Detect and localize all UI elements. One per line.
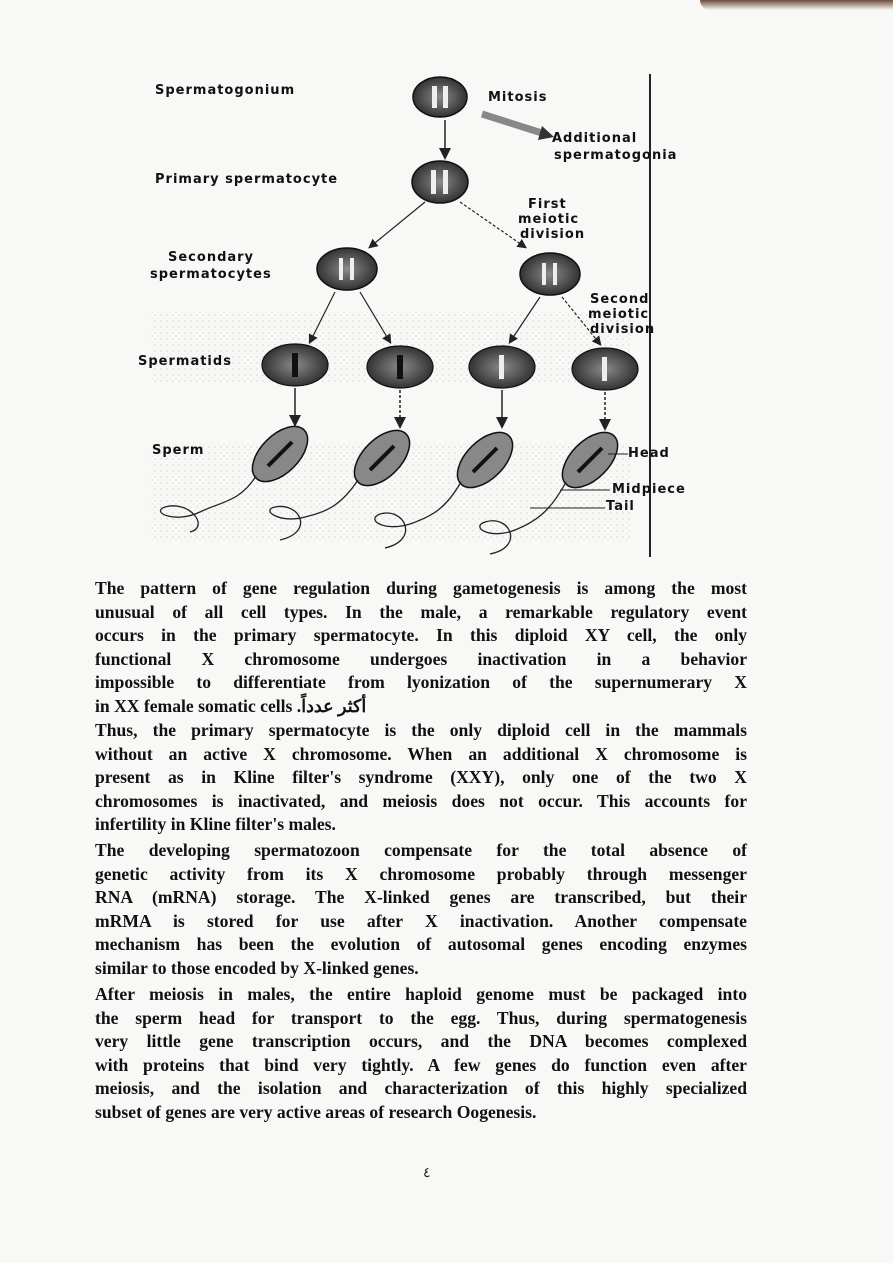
text-line: similar to those encoded by X-linked genes. — [95, 957, 419, 978]
label-spermatogonia: spermatogonia — [554, 148, 678, 163]
text-line: present as in Kline filter's syndrome (XXY), only one of the two X — [95, 767, 747, 788]
label-second-meiotic: meiotic — [588, 307, 650, 322]
chromosome-icon — [499, 355, 504, 379]
text-line: unusual of all cell types. In the male, a remarkable regulatory event — [95, 601, 747, 622]
label-first-division: division — [520, 227, 586, 242]
text-line: genetic activity from its X chromosome probably through messenger — [95, 863, 747, 884]
text-line: with proteins that bind very tightly. A few genes do function even after — [95, 1054, 747, 1075]
text-line: Thus, the primary spermatocyte is the only diploid cell in the mammals — [95, 720, 747, 740]
label-sperm: Sperm — [152, 443, 205, 458]
label-tail: Tail — [606, 499, 635, 514]
label-additional: Additional — [552, 131, 638, 146]
label-first: First — [528, 197, 567, 212]
label-head: Head — [628, 446, 670, 461]
chromosome-icon — [443, 170, 448, 194]
chromosome-icon — [431, 170, 436, 194]
text-line: infertility in Kline filter's males. — [95, 814, 336, 835]
paragraph-4 — [95, 983, 747, 1125]
chromosome-icon — [432, 86, 437, 108]
chromosome-icon — [350, 258, 354, 280]
text-line: very little gene transcription occurs, and the DNA becomes complexed — [95, 1031, 747, 1052]
arrow — [370, 202, 425, 247]
label-secondary: Secondary — [168, 250, 255, 265]
text-line: After meiosis in males, the entire haploid genome must be packaged into — [95, 984, 747, 1004]
text-line: The developing spermatozoon compensate for the total absence of — [95, 840, 747, 860]
secondary-spermatocyte-cell — [317, 248, 377, 290]
text-line: in XX female somatic cells .أكثر عدداً — [95, 695, 367, 716]
chromosome-icon — [443, 86, 448, 108]
label-spermatocytes: spermatocytes — [150, 267, 272, 282]
chromosome-icon — [553, 263, 557, 285]
text-line: mRMA is stored for use after X inactivation. Another compensate — [95, 910, 747, 931]
page-number: ٤ — [423, 1166, 431, 1181]
text-line: functional X chromosome undergoes inactivation in a behavior — [95, 648, 747, 669]
label-primary-spermatocyte: Primary spermatocyte — [155, 172, 339, 187]
paragraph-3 — [95, 839, 747, 981]
text-line: the sperm head for transport to the egg. Thus, during spermatogenesis — [95, 1007, 747, 1028]
mitosis-arrow — [482, 114, 545, 134]
text-line: mechanism has been the evolution of autosomal genes encoding enzymes — [95, 934, 747, 955]
text-line: chromosomes is inactivated, and meiosis does not occur. This accounts for — [95, 790, 747, 811]
label-first-meiotic: meiotic — [518, 212, 580, 227]
label-second: Second — [590, 292, 650, 307]
paragraph-1 — [95, 577, 747, 719]
label-spermatids: Spermatids — [138, 354, 232, 369]
scan-edge-shadow — [700, 0, 893, 10]
text-line: meiosis, and the isolation and characterization of this highly specialized — [95, 1078, 747, 1099]
text-line: subset of genes are very active areas of research Oogenesis. — [95, 1101, 537, 1122]
label-second-division: division — [590, 322, 656, 337]
paragraph-2 — [95, 719, 747, 837]
text-line: without an active X chromosome. When an additional X chromosome is — [95, 743, 747, 764]
arrow — [460, 202, 525, 247]
label-spermatogonium: Spermatogonium — [155, 83, 296, 98]
label-midpiece: Midpiece — [612, 482, 686, 497]
text-line: impossible to differentiate from lyonization of the supernumerary X — [95, 672, 747, 693]
chromosome-icon — [292, 353, 298, 377]
text-line: occurs in the primary spermatocyte. In this diploid XY cell, the only — [95, 625, 747, 646]
chromosome-icon — [542, 263, 546, 285]
chromosome-icon — [339, 258, 343, 280]
text-line: The pattern of gene regulation during gametogenesis is among the most — [95, 578, 747, 598]
chromosome-icon — [602, 357, 607, 381]
spermatogenesis-figure — [130, 62, 730, 562]
spermatogonium-cell — [413, 77, 467, 117]
primary-spermatocyte-cell — [412, 161, 468, 203]
chromosome-icon — [397, 355, 403, 379]
text-line: RNA (mRNA) storage. The X-linked genes are transcribed, but their — [95, 887, 747, 908]
secondary-spermatocyte-cell — [520, 253, 580, 295]
label-mitosis: Mitosis — [488, 90, 548, 105]
